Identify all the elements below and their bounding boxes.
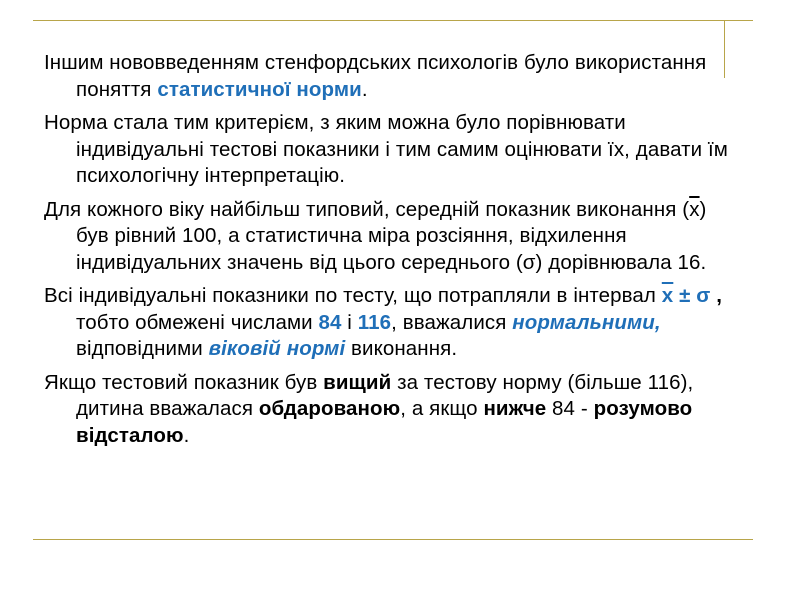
p1-highlight: статистичної норми [157, 77, 362, 101]
p5-bold-lower: нижче [483, 397, 547, 420]
p4-age-norm-term: віковій нормі [208, 337, 346, 360]
paragraph-4 [44, 283, 744, 363]
top-rule [33, 20, 753, 21]
p5-bold-higher: вищий [323, 370, 392, 394]
p4-text-1: Всі індивідуальні показники по тесту, що потрапляли в інтервал [44, 284, 662, 307]
paragraph-3 [44, 197, 744, 277]
p5-text-2: за тестову норму (більше 116), дитина вважалася [76, 370, 694, 420]
p4-text-5: відповідними [76, 337, 209, 360]
p4-mean-symbol: $\overline{x}$ [661, 284, 674, 307]
p4-text-6: виконання. [345, 337, 458, 360]
p5-bold-gifted: обдарованою [258, 397, 401, 420]
p1-text-1: Іншим нововведенням стенфордських психологів було використання поняття [44, 51, 707, 101]
paragraph-2 [44, 110, 744, 190]
p4-plus-minus-sigma: ± σ [673, 284, 717, 307]
p3-text-2: ) був рівний 100, а статистична міра розсіяння, відхилення індивідуальних значень від цього середнього (σ) дорівнювала 16. [76, 197, 707, 274]
p5-text-4: 84 - [546, 397, 594, 420]
paragraph-5 [44, 370, 744, 450]
p4-text-2: тобто обмежені числами [76, 310, 319, 334]
p5-text-3: , а якщо [400, 397, 484, 420]
p5-bold-retarded: розумово відсталою [76, 397, 693, 447]
slide-body [44, 50, 744, 456]
p4-comma: , [716, 284, 722, 307]
p4-value-84: 84 [318, 310, 342, 334]
p3-mean-symbol: $\overline{x}$ [689, 197, 700, 221]
p4-value-116: 116 [357, 310, 392, 334]
p5-text-1: Якщо тестовий показник був [44, 370, 324, 394]
paragraph-1 [44, 50, 744, 103]
p2-text-1: Норма стала тим критерієм, з яким можна було порівнювати індивідуальні тестові показники і тим самим оцінювати їх, давати їм психологічну інтерпретацію. [44, 111, 728, 187]
p5-text-5: . [183, 423, 190, 447]
p4-normal-term: нормальними, [512, 310, 661, 334]
p4-text-3: і [341, 310, 358, 334]
p4-text-4: , вважалися [391, 310, 513, 334]
bottom-rule [33, 539, 753, 540]
p1-text-2: . [361, 77, 368, 101]
p3-text-1: Для кожного віку найбільш типовий, середній показник виконання ( [44, 197, 690, 221]
